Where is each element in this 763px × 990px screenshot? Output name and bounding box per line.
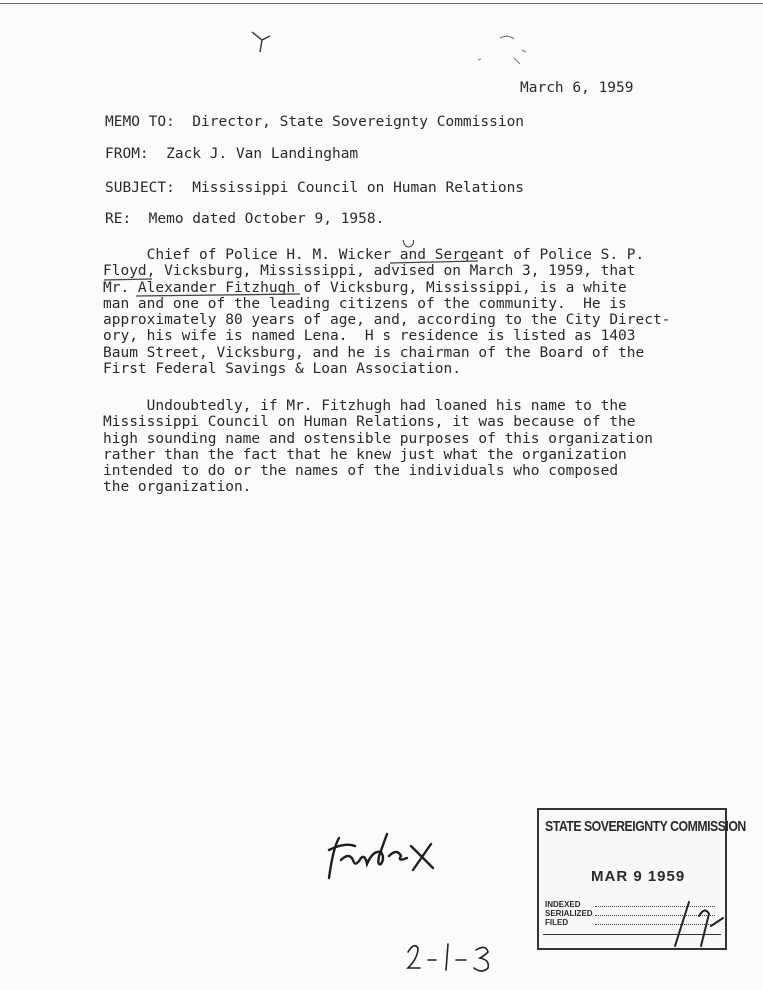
page-top-border bbox=[0, 3, 763, 4]
pen-mark-top-right bbox=[470, 30, 530, 70]
paragraph-1-line: man and one of the leading citizens of the community. He is bbox=[103, 295, 627, 312]
name-underlines bbox=[100, 240, 680, 300]
paragraph-1-line: ory, his wife is named Lena. H s residence is listed as 1403 bbox=[103, 328, 636, 345]
handwritten-index-note bbox=[325, 828, 445, 888]
stamp-date: MAR 9 1959 bbox=[591, 868, 686, 885]
paragraph-1-line: Chief of Police H. M. Wicker and Sergeant of Police S. P. bbox=[103, 247, 645, 263]
paragraph-2 bbox=[103, 398, 693, 496]
stamp-initials bbox=[665, 896, 725, 950]
paragraph-1-line: approximately 80 years of age, and, according to the City Direct- bbox=[103, 312, 671, 329]
handwritten-file-number bbox=[404, 938, 504, 982]
stamp-indexed-label: INDEXED bbox=[545, 900, 581, 909]
memo-to-line: MEMO TO: Director, State Sovereignty Commission bbox=[105, 114, 525, 130]
paragraph-2-line: high sounding name and ostensible purposes of this organization bbox=[103, 430, 653, 447]
paragraph-2-line: the organization. bbox=[103, 479, 252, 496]
from-line: FROM: Zack J. Van Landingham bbox=[105, 146, 359, 162]
paragraph-2-line: intended to do or the names of the individuals who composed bbox=[103, 463, 619, 480]
sovereignty-commission-stamp bbox=[537, 808, 746, 950]
stamp-serialized-label: SERIALIZED bbox=[545, 909, 593, 918]
pen-mark-top bbox=[248, 28, 278, 54]
paragraph-2-line: Mississippi Council on Human Relations, it was because of the bbox=[103, 414, 636, 431]
re-line: RE: Memo dated October 9, 1958. bbox=[105, 211, 385, 227]
paragraph-1-line: Mr. Alexander Fitzhugh of Vicksburg, Mississippi, is a white bbox=[103, 279, 627, 296]
memo-date: March 6, 1959 bbox=[520, 80, 634, 96]
paragraph-1-line: First Federal Savings & Loan Association. bbox=[103, 361, 461, 378]
stamp-filed-label: FILED bbox=[545, 918, 569, 927]
paragraph-1-line: Floyd, Vicksburg, Mississippi, advised on March 3, 1959, that bbox=[103, 263, 636, 280]
paragraph-2-line: rather than the fact that he knew just what the organization bbox=[103, 446, 627, 463]
paragraph-1-line: Baum Street, Vicksburg, and he is chairman of the Board of the bbox=[103, 344, 645, 361]
subject-line: SUBJECT: Mississippi Council on Human Relations bbox=[105, 180, 525, 196]
stamp-title: STATE SOVEREIGNTY COMMISSION bbox=[545, 818, 746, 835]
paragraph-2-line: Undoubtedly, if Mr. Fitzhugh had loaned his name to the bbox=[103, 398, 627, 414]
